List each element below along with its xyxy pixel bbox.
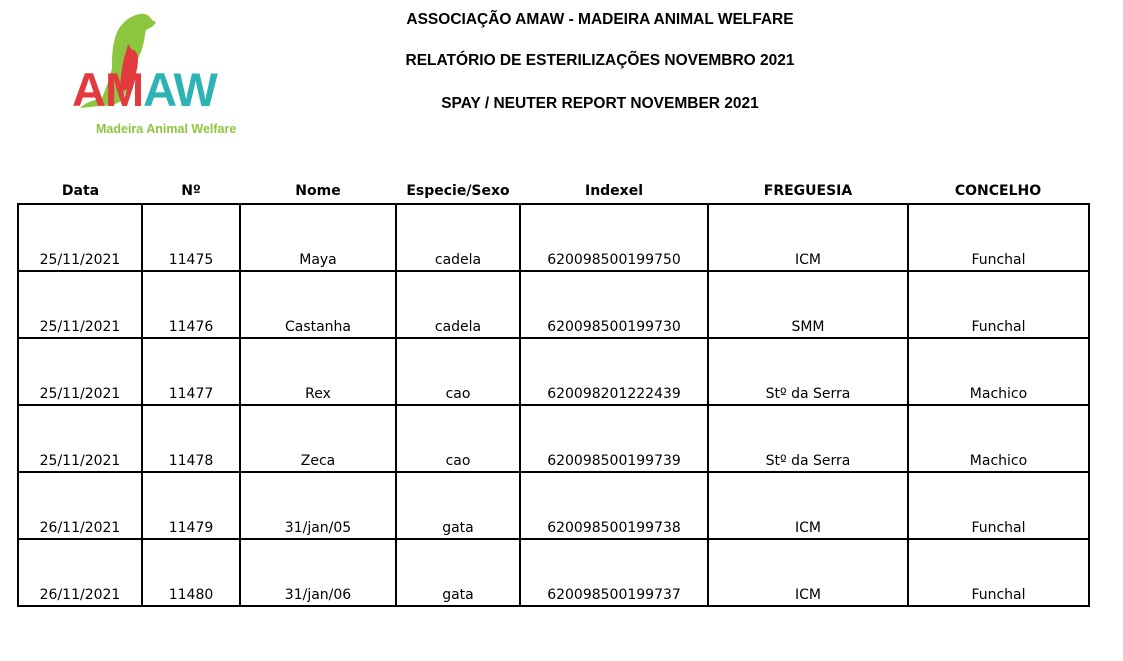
table-row [18, 472, 1089, 539]
column-header-concelho: CONCELHO [954, 183, 1042, 199]
cell-number: 11476 [142, 271, 240, 338]
cell-concelho: Machico [908, 338, 1089, 405]
cell-date: 25/11/2021 [18, 338, 142, 405]
sterilization-table [17, 203, 1090, 607]
cell-date: 25/11/2021 [18, 204, 142, 271]
cell-indexel: 620098500199738 [520, 472, 708, 539]
cell-number: 11478 [142, 405, 240, 472]
table-row [18, 539, 1089, 606]
cell-indexel: 620098500199739 [520, 405, 708, 472]
logo-letter-a1: A [72, 63, 105, 116]
cell-name: Castanha [240, 271, 396, 338]
table-row [18, 204, 1089, 271]
cell-species-sex: gata [396, 472, 520, 539]
cell-name: 31/jan/05 [240, 472, 396, 539]
cell-indexel: 620098500199730 [520, 271, 708, 338]
column-header-data: Data [61, 183, 100, 199]
cell-name: Maya [240, 204, 396, 271]
cell-number: 11479 [142, 472, 240, 539]
column-header-nome: Nome [295, 183, 341, 199]
cell-freguesia: SMM [708, 271, 908, 338]
cell-date: 25/11/2021 [18, 271, 142, 338]
table-row [18, 338, 1089, 405]
cell-species-sex: cao [396, 405, 520, 472]
column-header-freguesia: FREGUESIA [763, 183, 853, 199]
cell-name: Zeca [240, 405, 396, 472]
column-header-numero: Nº [181, 183, 201, 199]
cell-indexel: 620098201222439 [520, 338, 708, 405]
cell-freguesia: Stº da Serra [708, 405, 908, 472]
cell-date: 26/11/2021 [18, 539, 142, 606]
cell-concelho: Funchal [908, 271, 1089, 338]
table-row [18, 271, 1089, 338]
org-name: ASSOCIAÇÃO AMAW - MADEIRA ANIMAL WELFARE [406, 11, 794, 28]
cell-freguesia: Stº da Serra [708, 338, 908, 405]
cell-name: 31/jan/06 [240, 539, 396, 606]
cell-species-sex: cao [396, 338, 520, 405]
cell-concelho: Funchal [908, 204, 1089, 271]
column-header-especie-sexo: Especie/Sexo [406, 183, 510, 199]
cell-indexel: 620098500199737 [520, 539, 708, 606]
cell-species-sex: cadela [396, 271, 520, 338]
cell-concelho: Funchal [908, 472, 1089, 539]
cell-number: 11477 [142, 338, 240, 405]
cell-number: 11475 [142, 204, 240, 271]
cell-name: Rex [240, 338, 396, 405]
amaw-logo [70, 8, 270, 143]
cell-concelho: Funchal [908, 539, 1089, 606]
column-header-indexel: Indexel [584, 183, 644, 199]
cell-date: 26/11/2021 [18, 472, 142, 539]
logo-subtitle: Madeira Animal Welfare [96, 122, 237, 136]
cell-species-sex: cadela [396, 204, 520, 271]
cell-date: 25/11/2021 [18, 405, 142, 472]
logo-wordmark [72, 63, 217, 116]
logo-letter-a2: A [143, 63, 174, 116]
logo-letter-m: M [104, 63, 144, 116]
cell-concelho: Machico [908, 405, 1089, 472]
cell-species-sex: gata [396, 539, 520, 606]
cell-freguesia: ICM [708, 204, 908, 271]
cell-indexel: 620098500199750 [520, 204, 708, 271]
cell-freguesia: ICM [708, 472, 908, 539]
logo-letter-w: W [173, 63, 217, 116]
table-row [18, 405, 1089, 472]
cell-number: 11480 [142, 539, 240, 606]
report-title-en: SPAY / NEUTER REPORT NOVEMBER 2021 [441, 95, 759, 112]
cell-freguesia: ICM [708, 539, 908, 606]
report-title-pt: RELATÓRIO DE ESTERILIZAÇÕES NOVEMBRO 2021 [405, 52, 795, 69]
